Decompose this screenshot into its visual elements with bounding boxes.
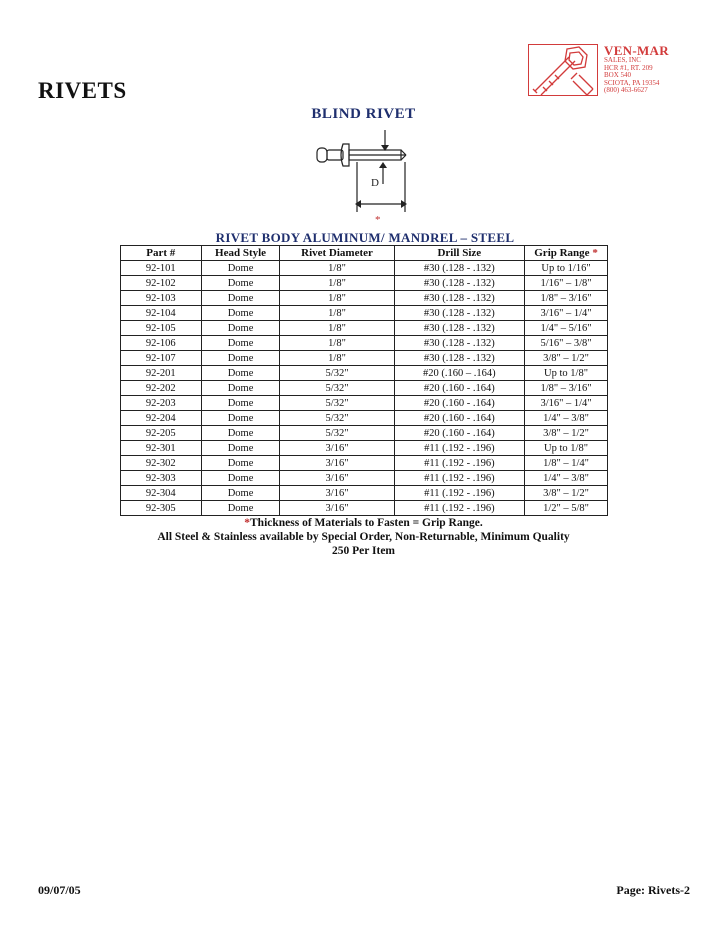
head-style-cell: Dome: [201, 471, 280, 486]
grip-note-marker: *: [244, 517, 251, 529]
grip-range-cell: 3/8" – 1/2": [525, 486, 608, 501]
logo-line: SALES, INC: [604, 56, 641, 64]
part-number-cell: 92-302: [121, 456, 202, 471]
grip-range-cell: 3/8" – 1/2": [525, 426, 608, 441]
head-style-cell: Dome: [201, 411, 280, 426]
logo-address: [604, 44, 669, 95]
page-title: RIVETS: [38, 78, 127, 103]
rivet-diameter-cell: 3/16": [280, 501, 394, 516]
table-row: [121, 276, 608, 291]
table-row: [121, 441, 608, 456]
head-style-cell: Dome: [201, 336, 280, 351]
drill-size-cell: #30 (.128 - .132): [394, 306, 524, 321]
table-caption: RIVET BODY ALUMINUM/ MANDREL – STEEL: [215, 230, 515, 245]
part-number-cell: 92-201: [121, 366, 202, 381]
rivet-diameter-cell: 3/16": [280, 456, 394, 471]
grip-range-cell: 1/4" – 3/8": [525, 471, 608, 486]
table-row: [121, 456, 608, 471]
rivet-diameter-cell: 3/16": [280, 471, 394, 486]
table-row: [121, 426, 608, 441]
grip-range-cell: 1/4" – 3/8": [525, 411, 608, 426]
rivet-diameter-cell: 1/8": [280, 261, 394, 276]
table-row: [121, 336, 608, 351]
head-style-cell: Dome: [201, 426, 280, 441]
head-style-cell: Dome: [201, 321, 280, 336]
table-row: [121, 321, 608, 336]
drill-size-cell: #11 (.192 - .196): [394, 471, 524, 486]
drill-size-cell: #30 (.128 - .132): [394, 276, 524, 291]
part-number-cell: 92-101: [121, 261, 202, 276]
drill-size-cell: #30 (.128 - .132): [394, 291, 524, 306]
rivet-diameter-cell: 1/8": [280, 351, 394, 366]
grip-range-cell: 1/8" – 3/16": [525, 381, 608, 396]
part-number-cell: 92-107: [121, 351, 202, 366]
rivet-diameter-cell: 1/8": [280, 336, 394, 351]
grip-note-text: Thickness of Materials to Fasten = Grip Range.: [250, 517, 483, 529]
grip-range-label: Grip Range: [534, 246, 590, 259]
table-row: [121, 261, 608, 276]
order-note: All Steel & Stainless available by Special Order, Non-Returnable, Minimum Quality: [157, 531, 570, 543]
rivet-diameter-cell: 1/8": [280, 306, 394, 321]
table-row: [121, 381, 608, 396]
grip-marker: *: [375, 214, 381, 226]
drill-size-cell: #20 (.160 - .164): [394, 411, 524, 426]
rivet-diameter-cell: 3/16": [280, 441, 394, 456]
part-number-cell: 92-106: [121, 336, 202, 351]
logo-line: SCIOTA, PA 19354: [604, 78, 660, 87]
table-header-row: [121, 246, 608, 261]
drill-size-cell: #20 (.160 – .164): [394, 366, 524, 381]
footer-page: Page: Rivets-2: [616, 883, 690, 897]
part-number-cell: 92-303: [121, 471, 202, 486]
head-style-cell: Dome: [201, 276, 280, 291]
table-row: [121, 411, 608, 426]
column-header-head-style: Head Style: [201, 246, 280, 261]
grip-range-cell: Up to 1/8": [525, 441, 608, 456]
head-style-cell: Dome: [201, 396, 280, 411]
table-row: [121, 486, 608, 501]
part-number-cell: 92-204: [121, 411, 202, 426]
grip-range-cell: Up to 1/8": [525, 366, 608, 381]
rivet-diameter-cell: 3/16": [280, 486, 394, 501]
head-style-cell: Dome: [201, 456, 280, 471]
part-number-cell: 92-301: [121, 441, 202, 456]
column-header-drill-size: Drill Size: [394, 246, 524, 261]
head-style-cell: Dome: [201, 261, 280, 276]
dimension-label: D: [371, 177, 379, 189]
grip-range-cell: 1/4" – 5/16": [525, 321, 608, 336]
part-number-cell: 92-205: [121, 426, 202, 441]
logo-graphic: [528, 44, 598, 96]
table-row: [121, 366, 608, 381]
logo-company-name: VEN-MAR: [604, 43, 669, 58]
company-logo: [528, 44, 708, 100]
table-row: [121, 396, 608, 411]
rivet-diameter-cell: 5/32": [280, 366, 394, 381]
table-row: [121, 501, 608, 516]
head-style-cell: Dome: [201, 441, 280, 456]
drill-size-cell: #11 (.192 - .196): [394, 486, 524, 501]
grip-range-cell: 3/16" – 1/4": [525, 396, 608, 411]
drill-size-cell: #30 (.128 - .132): [394, 261, 524, 276]
rivet-diameter-cell: 5/32": [280, 411, 394, 426]
diagram-title: BLIND RIVET: [311, 106, 416, 122]
drill-size-cell: #20 (.160 - .164): [394, 426, 524, 441]
logo-line: (800) 463-6627: [604, 86, 648, 95]
head-style-cell: Dome: [201, 501, 280, 516]
grip-range-cell: 1/8" – 1/4": [525, 456, 608, 471]
part-number-cell: 92-305: [121, 501, 202, 516]
notes: [0, 516, 727, 558]
table-row: [121, 471, 608, 486]
grip-range-cell: 1/8" – 3/16": [525, 291, 608, 306]
column-header-rivet-diameter: Rivet Diameter: [280, 246, 394, 261]
head-style-cell: Dome: [201, 306, 280, 321]
drill-size-cell: #30 (.128 - .132): [394, 336, 524, 351]
part-number-cell: 92-105: [121, 321, 202, 336]
drill-size-cell: #30 (.128 - .132): [394, 351, 524, 366]
drill-size-cell: #11 (.192 - .196): [394, 501, 524, 516]
rivet-diameter-cell: 5/32": [280, 381, 394, 396]
rivet-diameter-cell: 5/32": [280, 426, 394, 441]
drill-size-cell: #30 (.128 - .132): [394, 321, 524, 336]
blind-rivet-diagram: [305, 126, 420, 226]
rivet-diameter-cell: 1/8": [280, 276, 394, 291]
part-number-cell: 92-203: [121, 396, 202, 411]
grip-range-cell: 1/2" – 5/8": [525, 501, 608, 516]
logo-line: HCR #1, RT. 209: [604, 63, 653, 72]
blind-rivet-icon: [305, 126, 420, 226]
head-style-cell: Dome: [201, 366, 280, 381]
part-number-cell: 92-103: [121, 291, 202, 306]
head-style-cell: Dome: [201, 351, 280, 366]
drill-size-cell: #20 (.160 - .164): [394, 396, 524, 411]
part-number-cell: 92-102: [121, 276, 202, 291]
head-style-cell: Dome: [201, 381, 280, 396]
table-row: [121, 351, 608, 366]
rivet-diameter-cell: 1/8": [280, 321, 394, 336]
part-number-cell: 92-202: [121, 381, 202, 396]
grip-range-cell: 1/16" – 1/8": [525, 276, 608, 291]
part-number-cell: 92-304: [121, 486, 202, 501]
rivet-diameter-cell: 5/32": [280, 396, 394, 411]
column-header-grip-range: [525, 246, 608, 261]
grip-range-cell: 3/16" – 1/4": [525, 306, 608, 321]
head-style-cell: Dome: [201, 486, 280, 501]
grip-note: [0, 516, 727, 530]
footer-date: 09/07/05: [38, 883, 81, 897]
drill-size-cell: #11 (.192 - .196): [394, 456, 524, 471]
drill-size-cell: #20 (.160 - .164): [394, 381, 524, 396]
part-number-cell: 92-104: [121, 306, 202, 321]
grip-range-cell: 5/16" – 3/8": [525, 336, 608, 351]
logo-line: BOX 540: [604, 71, 632, 80]
rivet-diameter-cell: 1/8": [280, 291, 394, 306]
rivet-table: [120, 245, 608, 516]
hex-bolt-icon: [529, 45, 599, 97]
column-header-part: Part #: [121, 246, 202, 261]
table-row: [121, 291, 608, 306]
grip-range-marker: *: [592, 246, 598, 259]
table-row: [121, 306, 608, 321]
grip-range-cell: Up to 1/16": [525, 261, 608, 276]
quantity-note: 250 Per Item: [331, 545, 395, 557]
head-style-cell: Dome: [201, 291, 280, 306]
drill-size-cell: #11 (.192 - .196): [394, 441, 524, 456]
grip-range-cell: 3/8" – 1/2": [525, 351, 608, 366]
table-body: [121, 261, 608, 516]
